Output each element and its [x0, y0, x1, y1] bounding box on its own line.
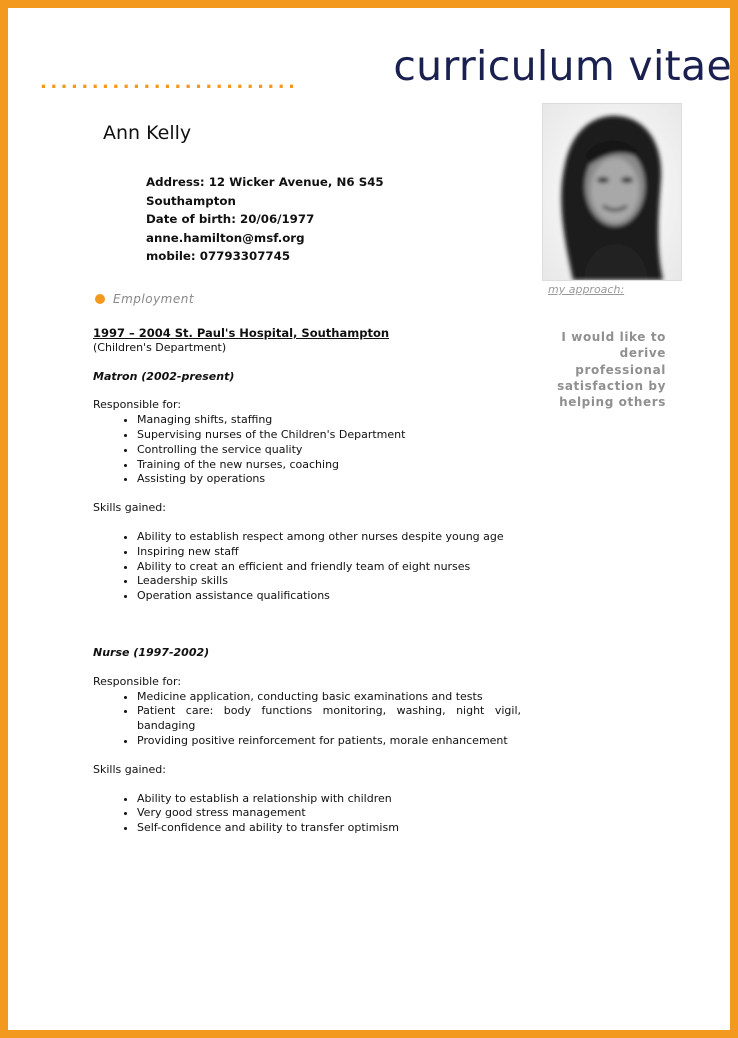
list-item: • Supervising nurses of the Children's Department [137, 428, 521, 443]
email: anne.hamilton@msf.org [146, 230, 305, 245]
list-item: • Ability to establish a relationship with children [137, 792, 521, 807]
responsible-label: Responsible for: [93, 398, 182, 412]
skills-list [93, 530, 521, 604]
skills-list [93, 792, 521, 836]
employment-heading-text: Employment [113, 292, 195, 306]
contact-block [146, 173, 384, 266]
role-title: Nurse (1997-2002) [93, 645, 210, 659]
list-item: • Assisting by operations [137, 472, 521, 487]
responsibility-list [93, 690, 521, 749]
address-city: Southampton [146, 193, 236, 208]
employment-heading [95, 292, 194, 306]
approach-text: I would like to derive professional satisfaction by helping others [557, 330, 666, 410]
job-line: 1997 – 2004 St. Paul's Hospital, Southampton [93, 326, 390, 340]
address-line: Address: 12 Wicker Avenue, N6 S45 [146, 175, 384, 189]
page-title: curriculum vitae [393, 42, 732, 90]
approach-label: my approach: [548, 283, 625, 296]
orange-bullet-icon [95, 294, 105, 304]
list-item: • Controlling the service quality [137, 443, 521, 458]
list-item: • Operation assistance qualifications [137, 589, 521, 604]
responsibility-list [93, 413, 521, 487]
list-item: • Very good stress management [137, 806, 521, 821]
date-of-birth: Date of birth: 20/06/1977 [146, 212, 315, 226]
skills-label: Skills gained: [93, 501, 166, 515]
department: (Children's Department) [93, 340, 227, 354]
list-item: • Patient care: body functions monitoring, washing, night vigil, bandaging [137, 704, 521, 734]
list-item: • Medicine application, conducting basic examinations and tests [137, 690, 521, 705]
list-item: • Ability to creat an efficient and friendly team of eight nurses [137, 560, 521, 575]
profile-photo [542, 103, 682, 281]
list-item: • Training of the new nurses, coaching [137, 458, 521, 473]
list-item: • Managing shifts, staffing [137, 413, 521, 428]
portrait-image [543, 104, 681, 280]
mobile: mobile: 07793307745 [146, 249, 291, 263]
skills-label: Skills gained: [93, 762, 166, 776]
list-item: • Leadership skills [137, 574, 521, 589]
responsible-label: Responsible for: [93, 674, 182, 688]
header [32, 44, 732, 96]
list-item: • Self-confidence and ability to transfer optimism [137, 821, 521, 836]
employment-section [93, 326, 521, 836]
list-item: • Providing positive reinforcement for patients, morale enhancement [137, 734, 521, 749]
list-item: • Ability to establish respect among other nurses despite young age [137, 530, 521, 545]
person-name: Ann Kelly [103, 122, 192, 144]
role-title: Matron (2002-present) [93, 369, 235, 383]
list-item: • Inspiring new staff [137, 545, 521, 560]
header-dots: ......................... [40, 72, 299, 93]
